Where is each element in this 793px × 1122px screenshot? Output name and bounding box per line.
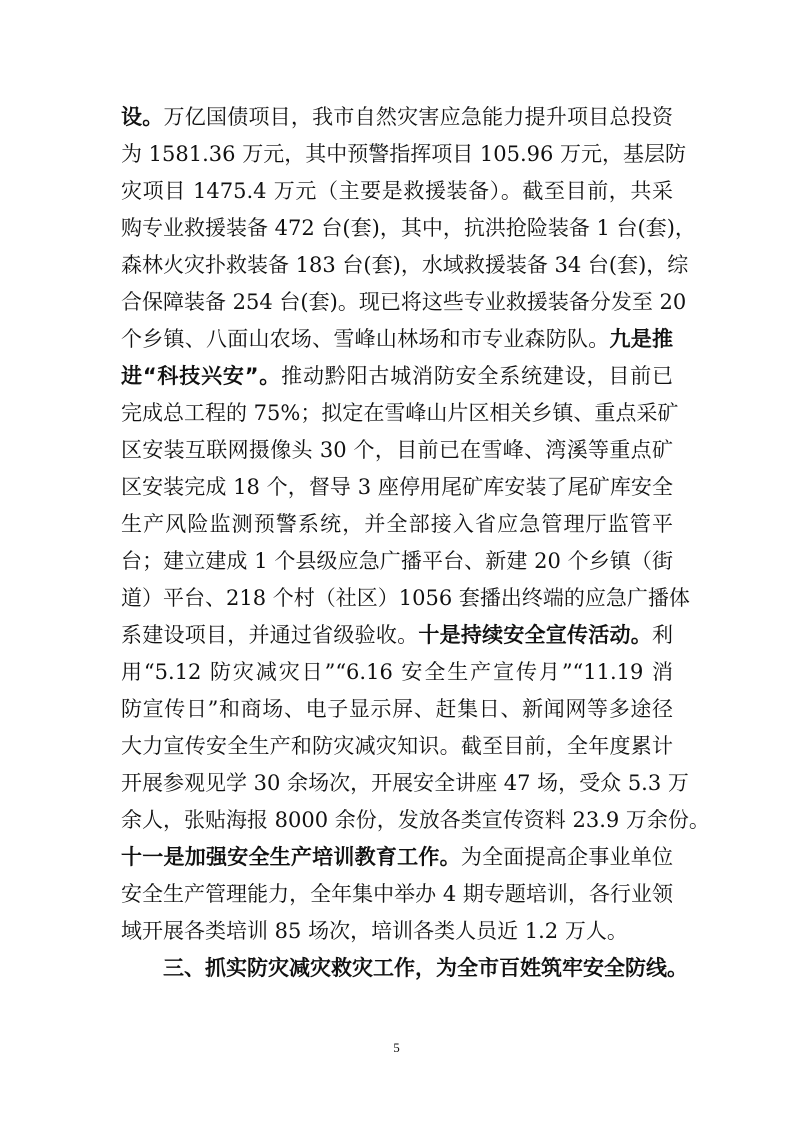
text-line: 为 1581.36 万元，其中预警指挥项目 105.96 万元，基层防 [121,142,687,166]
text-line: 大力宣传安全生产和防灾减灾知识。截至目前，全年度累计 [121,734,673,758]
text-line: 灾项目 1475.4 万元（主要是救援装备）。截至目前，共采 [121,179,673,203]
text-line: 系建设项目，并通过省级验收。十是持续安全宣传活动。利 [121,623,673,647]
text-line: 个乡镇、八面山农场、雪峰山林场和市专业森防队。九是推 [121,327,674,351]
text-line: 区安装完成 18 个，督导 3 座停用尾矿库安装了尾矿库安全 [121,475,673,499]
text-line: 设。万亿国债项目，我市自然灾害应急能力提升项目总投资 [121,105,674,129]
body-text [121,99,710,987]
text-line: 开展参观见学 30 余场次，开展安全讲座 47 场，受众 5.3 万 [121,771,689,795]
text-line: 生产风险监测预警系统，并全部接入省应急管理厅监管平 [121,512,673,536]
text-line: 道）平台、218 个村（社区）1056 套播出终端的应急广播体 [121,586,690,610]
section-heading: 三、抓实防灾减灾救灾工作，为全市百姓筑牢安全防线。 [163,956,688,980]
text-line: 台；建立建成 1 个县级应急广播平台、新建 20 个乡镇（街 [121,549,673,573]
text-line: 合保障装备 254 台(套)。现已将这些专业救援装备分发至 20 [121,290,687,314]
text-line: 十一是加强安全生产培训教育工作。为全面提高企事业单位 [121,845,674,869]
text-line: 完成总工程的 75%；拟定在雪峰山片区相关乡镇、重点采矿 [121,401,679,425]
text-line: 余人，张贴海报 8000 余份，发放各类宣传资料 23.9 万余份。 [121,808,710,832]
text-line: 用“5.12 防灾减灾日”“6.16 安全生产宣传月”“11.19 消 [121,660,673,684]
text-line: 进“科技兴安”。推动黔阳古城消防安全系统建设，目前已 [121,364,674,388]
text-line: 购专业救援装备 472 台(套)，其中，抗洪抢险装备 1 台(套)， [121,216,696,240]
text-line: 域开展各类培训 85 场次，培训各类人员近 1.2 万人。 [121,919,628,943]
text-line: 区安装互联网摄像头 30 个，目前已在雪峰、湾溪等重点矿 [121,438,673,462]
text-line: 防宣传日”和商场、电子显示屏、赶集日、新闻网等多途径 [121,697,673,721]
text-line: 森林火灾扑救装备 183 台(套)，水域救援装备 34 台(套)，综 [121,253,689,277]
text-line: 安全生产管理能力，全年集中举办 4 期专题培训，各行业领 [121,882,673,906]
page-number: 5 [393,1040,400,1055]
